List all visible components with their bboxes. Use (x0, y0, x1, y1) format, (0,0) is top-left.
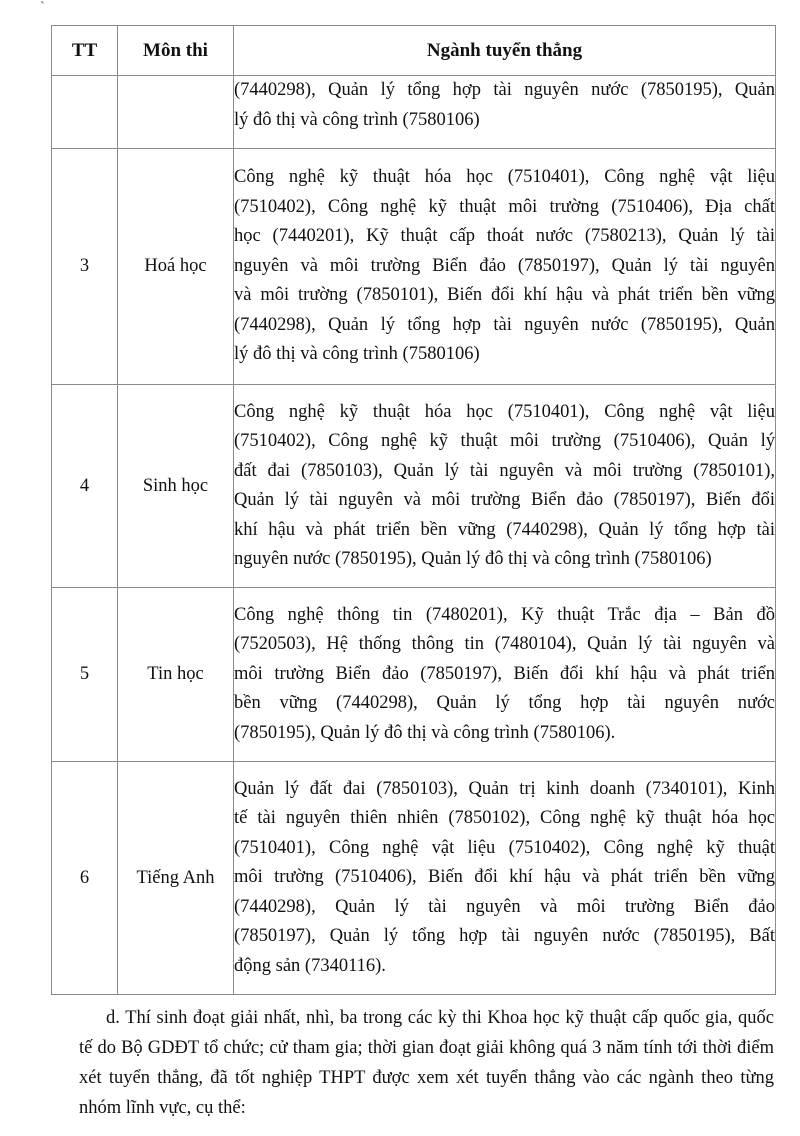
paragraph-d (81, 1003, 774, 1123)
row-number: 4 (52, 385, 118, 588)
majors-line: tế tài nguyên thiên nhiên (7850102), Công nghệ kỹ thuật hóa học (234, 808, 775, 829)
row-subject: Sinh học (118, 385, 234, 588)
majors-line: (7440298), Quản lý tổng hợp tài nguyên nước (7850195), Quản (234, 314, 775, 335)
row-number (52, 76, 118, 149)
row-number: 6 (52, 762, 118, 995)
majors-line: môi trường Biển đảo (7850197), Biến đổi khí hậu và phát triển (234, 663, 775, 684)
majors-line: động sản (7340116). (234, 955, 386, 976)
majors-line: (7850197), Quản lý tổng hợp tài nguyên nước (7850195), Bất (234, 926, 775, 947)
majors-line: và môi trường (7850101), Biến đổi khí hậu và phát triển bền vững (234, 285, 775, 306)
row-subject: Tiếng Anh (118, 762, 234, 995)
majors-line: khí hậu và phát triển bền vững (7440298), Quản lý tổng hợp tài (234, 519, 775, 540)
paragraph-line: tế do Bộ GDĐT tổ chức; cử tham gia; thời gian đoạt giải không quá 3 năm tính tới thời điểm (79, 1038, 774, 1058)
majors-line: Quản lý đất đai (7850103), Quản trị kinh doanh (7340101), Kinh (234, 778, 775, 799)
majors-line: (7510402), Công nghệ kỹ thuật môi trường (7510406), Địa chất (234, 196, 775, 217)
majors-line: (7510402), Công nghệ kỹ thuật môi trường (7510406), Quản lý (234, 431, 775, 451)
row-majors (234, 149, 776, 385)
majors-line: (7520503), Hệ thống thông tin (7480104), Quản lý tài nguyên và (234, 634, 775, 655)
row-number: 5 (52, 588, 118, 762)
row-majors (234, 76, 776, 149)
row-subject: Tin học (118, 588, 234, 762)
table-row (52, 76, 776, 149)
paragraph-line: d. Thí sinh đoạt giải nhất, nhì, ba trong các kỳ thi Khoa học kỹ thuật cấp quốc gia, quốc (106, 1008, 774, 1028)
majors-line: nguyên và môi trường Biển đảo (7850197), Quản lý tài nguyên (234, 255, 775, 276)
majors-line: (7510401), Công nghệ vật liệu (7510402), Công nghệ kỹ thuật (234, 837, 775, 858)
row-majors (234, 762, 776, 995)
table-row (52, 762, 776, 995)
majors-line: nguyên nước (7850195), Quản lý đô thị và công trình (7580106) (234, 549, 712, 569)
majors-line: bền vững (7440298), Quản lý tổng hợp tài nguyên nước (234, 693, 775, 714)
header-subject: Môn thi (118, 26, 234, 76)
table-header-row (52, 26, 776, 76)
majors-line: lý đô thị và công trình (7580106) (234, 344, 480, 365)
majors-line: (7440298), Quản lý tài nguyên và môi trường Biển đảo (234, 896, 775, 917)
majors-line: lý đô thị và công trình (7580106) (234, 109, 480, 130)
admission-table (51, 25, 776, 995)
majors-line: (7850195), Quản lý đô thị và công trình (7580106). (234, 722, 616, 743)
table-row (52, 588, 776, 762)
row-majors (234, 385, 776, 588)
row-subject: Hoá học (118, 149, 234, 385)
row-number: 3 (52, 149, 118, 385)
row-majors (234, 588, 776, 762)
table-row (52, 149, 776, 385)
majors-line: (7440298), Quản lý tổng hợp tài nguyên nước (7850195), Quản (234, 80, 775, 100)
stray-mark: ` (40, 0, 45, 15)
header-majors: Ngành tuyển thẳng (234, 26, 776, 76)
table-row (52, 385, 776, 588)
majors-line: Quản lý tài nguyên và môi trường Biển đảo (7850197), Biến đổi (234, 490, 775, 510)
majors-line: môi trường (7510406), Biến đổi khí hậu và phát triển bền vững (234, 867, 775, 888)
paragraph-line: xét tuyển thẳng, đã tốt nghiệp THPT được xem xét tuyển thẳng vào các ngành theo từng (79, 1068, 774, 1088)
majors-line: Công nghệ thông tin (7480201), Kỹ thuật Trắc địa – Bản đồ (234, 604, 775, 625)
row-subject (118, 76, 234, 149)
majors-line: đất đai (7850103), Quản lý tài nguyên và môi trường (7850101), (234, 460, 775, 481)
majors-line: học (7440201), Kỹ thuật cấp thoát nước (7580213), Quản lý tài (234, 226, 775, 247)
paragraph-line: nhóm lĩnh vực, cụ thể: (79, 1098, 246, 1118)
majors-line: Công nghệ kỹ thuật hóa học (7510401), Công nghệ vật liệu (234, 167, 775, 188)
majors-line: Công nghệ kỹ thuật hóa học (7510401), Công nghệ vật liệu (234, 401, 775, 422)
header-tt: TT (52, 26, 118, 76)
